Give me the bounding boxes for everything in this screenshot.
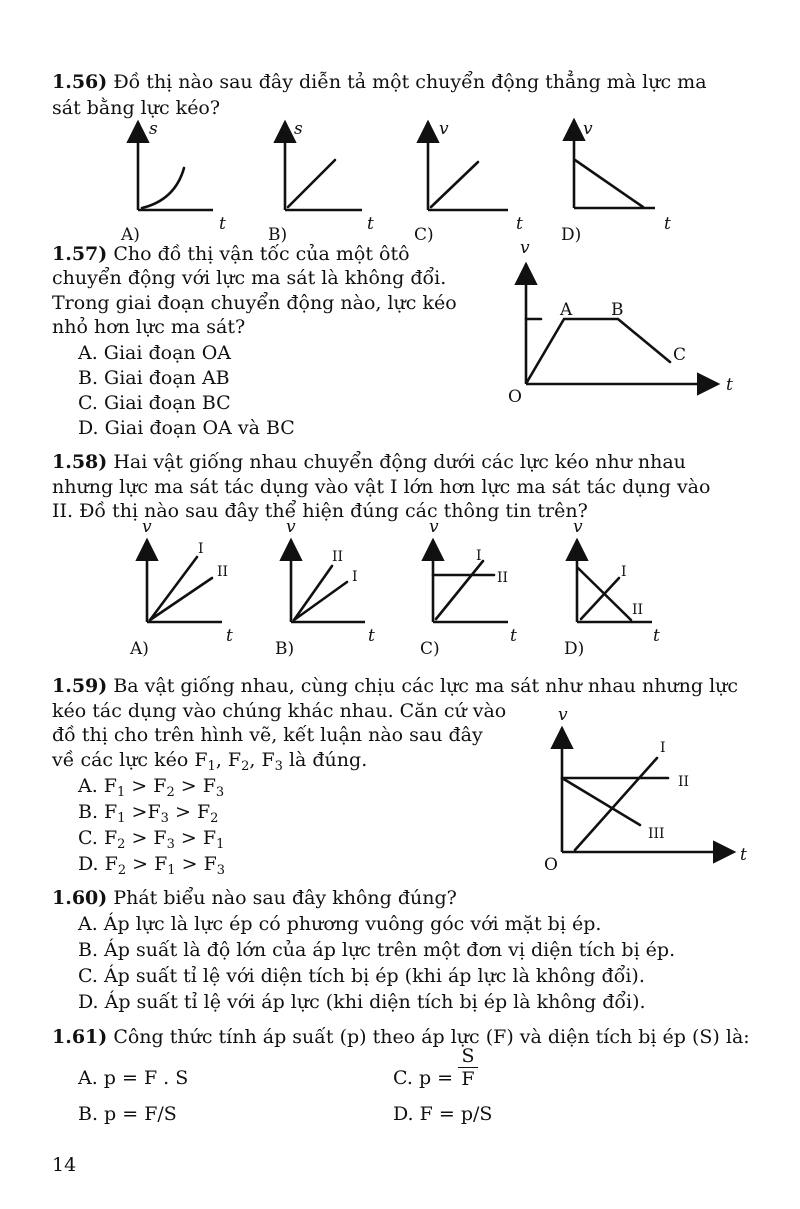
q159-line3: đồ thị cho trên hình vẽ, kết luận nào sau đây [52,724,483,746]
q157-option-c: C. Giai đoạn BC [78,392,231,414]
q157-text-1: Cho đồ thị vận tốc của một ôtô [113,243,410,265]
q158-graph-a [129,517,233,659]
q158-c-option: C) [420,639,440,659]
q158-text-1: Hai vật giống nhau chuyển động dưới các lực kéo như nhau [113,451,686,473]
q160-text-1: Phát biểu nào sau đây không đúng? [113,887,457,909]
q160-number: 1.60) [52,887,108,909]
q157-point-o: O [508,387,522,407]
q158-d-option: D) [564,639,585,659]
q156-b-xaxis-label: t [367,214,374,234]
q156-a-yaxis-label: s [149,119,158,139]
q157-option-a: A. Giai đoạn OA [78,342,232,364]
q156-d-xaxis-label: t [664,214,671,234]
q158-b-yaxis-label: v [286,517,296,537]
q161-number: 1.61) [52,1026,108,1048]
q156-graph-b [268,119,374,245]
q159-origin: O [544,855,558,875]
q158-a-line-2-label: II [217,564,229,580]
q158-d-line-1-label: I [621,564,627,580]
q158-graph-b [275,517,375,659]
q160-option-a: A. Áp lực là lực ép có phương vuông góc với mặt bị ép. [78,913,602,935]
q158-b-option: B) [275,639,295,659]
q158-b-line-2-label: I [352,569,358,585]
q158-a-option: A) [130,639,149,659]
q156-d-option: D) [561,225,582,245]
q159-option-a: A. $F_1 > F_2 > F_3$ [78,775,225,800]
q158-line2: nhưng lực ma sát tác dụng vào vật I lớn hơn lực ma sát tác dụng vào [52,476,711,498]
q158-a-xaxis-label: t [226,626,233,646]
q161-frac-den: F [461,1068,475,1090]
q156-d-yaxis-label: v [583,119,593,139]
page-number: 14 [52,1154,77,1176]
q160-option-b: B. Áp suất là độ lớn của áp lực trên một đơn vị diện tích bị ép. [78,939,676,961]
q157-line4: nhỏ hơn lực ma sát? [52,316,246,338]
q159-yaxis-label: v [558,705,568,725]
q158-line3: II. Đồ thị nào sau đây thể hiện đúng các thông tin trên? [52,500,588,522]
q156-graph-d [561,119,671,245]
q158-c-line-2-label: II [497,570,509,586]
q159-line4: về các lực kéo $F_1$, $F_2$, $F_3$ là đúng. [52,749,368,774]
q157-option-d: D. Giai đoạn OA và BC [78,417,295,439]
q159-option-d: D. $F_2 > F_1 > F_3$ [78,853,226,878]
q159-line-1-label: I [660,740,666,756]
q161-option-b: B. p = F/S [78,1103,177,1125]
q158-graph-d [564,517,660,659]
q161-text-1: Công thức tính áp suất (p) theo áp lực (F) và diện tích bị ép (S) là: [113,1026,750,1048]
q159-option-b: B. $F_1 >F_3 > F_2$ [78,801,219,826]
q159-option-c: C. $F_2 > F_3 > F_1$ [78,827,225,852]
q156-a-option: A) [121,225,140,245]
q158-d-xaxis-label: t [653,626,660,646]
q156-c-xaxis-label: t [516,214,523,234]
q158-c-xaxis-label: t [510,626,517,646]
q156-graph-a [120,119,226,245]
q158-c-line-1-label: I [476,548,482,564]
q158-c-yaxis-label: v [429,517,439,537]
q158-d-yaxis-label: v [573,517,583,537]
q159-line-2-label: II [678,774,690,790]
q157-point-a: A [560,300,573,320]
q160-option-d: D. Áp suất tỉ lệ với áp lực (khi diện tích bị ép là không đổi). [78,991,646,1013]
q161-option-c: C. p = [393,1067,454,1089]
q159-number: 1.59) [52,675,108,697]
q158-number: 1.58) [52,451,108,473]
q156-a-xaxis-label: t [219,214,226,234]
q158-a-line-1-label: I [198,541,204,557]
q159-line-3-label: III [648,826,665,842]
q161-option-a: A. p = F . S [78,1067,189,1089]
q157-option-b: B. Giai đoạn AB [78,367,230,389]
q156-c-option: C) [414,225,434,245]
q157-graph [508,238,733,407]
q157-line3: Trong giai đoạn chuyển động nào, lực kéo [52,292,457,314]
q158-b-line-1-label: II [332,549,344,565]
q159-line2: kéo tác dụng vào chúng khác nhau. Căn cứ vào [52,700,507,722]
q159-xaxis-label: t [740,845,747,865]
q157-yaxis-label: v [520,238,530,258]
q159-text-1: Ba vật giống nhau, cùng chịu các lực ma sát như nhau nhưng lực [113,675,739,697]
q156-b-option: B) [268,225,288,245]
q157-line2: chuyển động với lực ma sát là không đổi. [52,267,447,289]
q158-a-yaxis-label: v [142,517,152,537]
q157-point-c: C [673,345,687,365]
q156-b-yaxis-label: s [294,119,303,139]
q161-option-d: D. F = p/S [393,1103,493,1125]
q156-c-yaxis-label: v [439,119,449,139]
q158-b-xaxis-label: t [368,626,375,646]
q157-point-b: B [611,300,624,320]
q158-graph-c [420,517,517,659]
q161-frac-num: S [461,1045,475,1067]
q156-line2: sát bằng lực kéo? [52,97,221,119]
q156-text-1: Đồ thị nào sau đây diễn tả một chuyển động thẳng mà lực ma [113,71,707,93]
q156-number: 1.56) [52,71,108,93]
q157-number: 1.57) [52,243,108,265]
q158-d-line-2-label: II [632,602,644,618]
q157-xaxis-label: t [726,375,733,395]
q156-graph-c [414,119,523,245]
q159-graph [544,705,747,875]
q160-option-c: C. Áp suất tỉ lệ với diện tích bị ép (khi áp lực là không đổi). [78,965,645,987]
